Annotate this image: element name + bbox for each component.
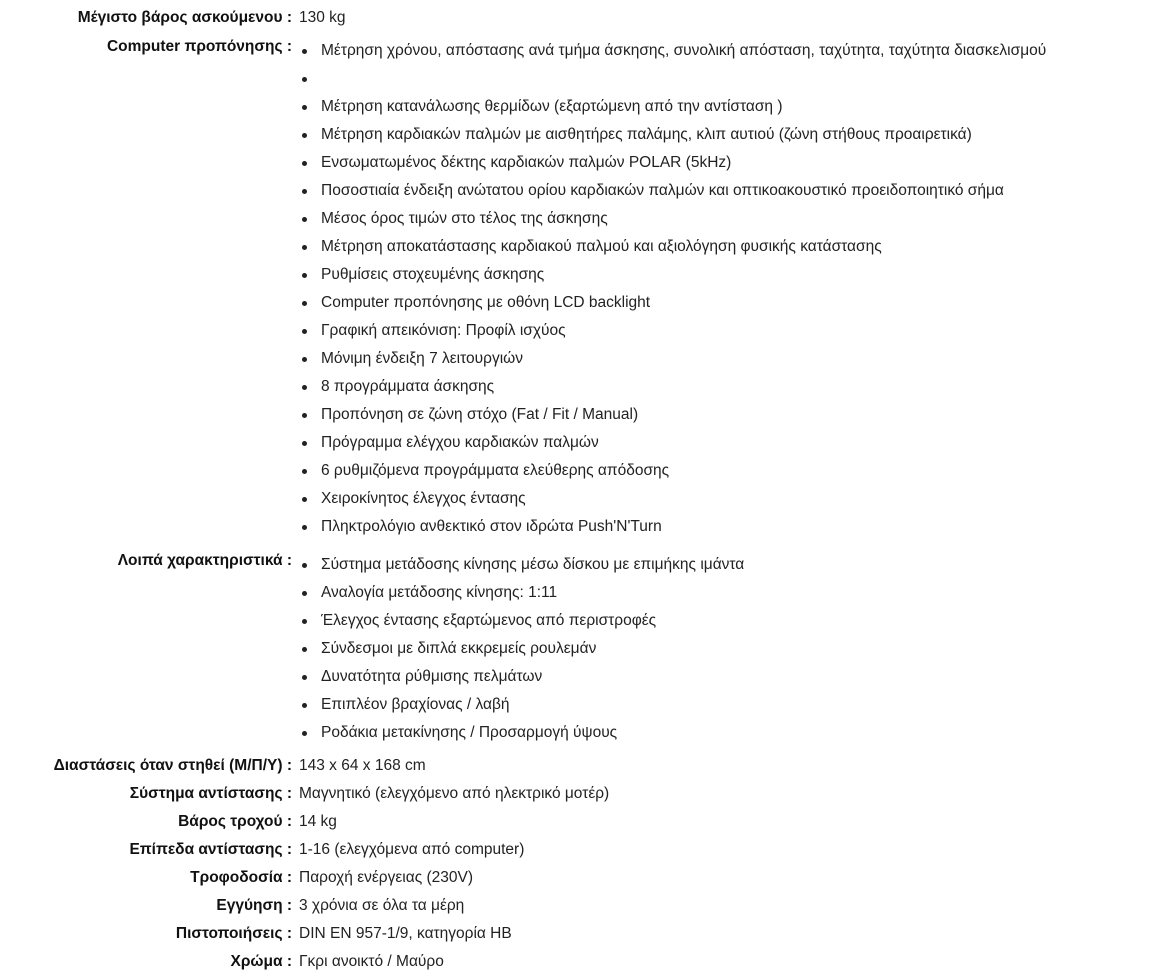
- list-item: Αναλογία μετάδοσης κίνησης: 1:11: [299, 579, 744, 607]
- spec-label: Βάρος τροχού :: [178, 813, 292, 830]
- list-item: 6 ρυθμιζόμενα προγράμματα ελεύθερης απόδοσης: [299, 457, 1046, 485]
- spec-value: Παροχή ενέργειας (230V): [299, 869, 473, 886]
- list-item: Μέτρηση καρδιακών παλμών με αισθητήρες παλάμης, κλιπ αυτιού (ζώνη στήθους προαιρετικά): [299, 121, 1046, 149]
- spec-label: Σύστημα αντίστασης :: [129, 785, 292, 802]
- spec-value: 3 χρόνια σε όλα τα μέρη: [299, 897, 465, 914]
- list-item: Γραφική απεικόνιση: Προφίλ ισχύος: [299, 317, 1046, 345]
- list-item: [299, 65, 1046, 93]
- spec-label: Εγγύηση :: [216, 897, 292, 914]
- list-item: Ενσωματωμένος δέκτης καρδιακών παλμών POLAR (5kHz): [299, 149, 1046, 177]
- list-item: Μέτρηση αποκατάστασης καρδιακού παλμού και αξιολόγηση φυσικής κατάστασης: [299, 233, 1046, 261]
- spec-label: Πιστοποιήσεις :: [175, 925, 292, 942]
- list-item: Δυνατότητα ρύθμισης πελμάτων: [299, 663, 744, 691]
- list-item: Πρόγραμμα ελέγχου καρδιακών παλμών: [299, 429, 1046, 457]
- spec-label: Λοιπά χαρακτηριστικά :: [117, 552, 292, 569]
- other-feature-list: [299, 551, 744, 747]
- list-item: Μέτρηση κατανάλωσης θερμίδων (εξαρτώμενη από την αντίσταση ): [299, 93, 1046, 121]
- spec-label: Computer προπόνησης :: [106, 38, 292, 55]
- list-item: Χειροκίνητος έλεγχος έντασης: [299, 485, 1046, 513]
- spec-label: Διαστάσεις όταν στηθεί (Μ/Π/Υ) :: [53, 757, 292, 774]
- spec-value: 143 x 64 x 168 cm: [299, 757, 426, 774]
- list-item: Μέτρηση χρόνου, απόστασης ανά τμήμα άσκησης, συνολική απόσταση, ταχύτητα, ταχύτητα διασκελισμού: [299, 37, 1046, 65]
- spec-label: Τροφοδοσία :: [190, 869, 292, 886]
- spec-value: DIN EN 957-1/9, κατηγορία HB: [299, 925, 512, 942]
- list-item: Πληκτρολόγιο ανθεκτικό στον ιδρώτα Push'N'Turn: [299, 513, 1046, 541]
- computer-feature-list: [299, 37, 1046, 541]
- list-item: Σύστημα μετάδοσης κίνησης μέσω δίσκου με επιμήκης ιμάντα: [299, 551, 744, 579]
- list-item: Προπόνηση σε ζώνη στόχο (Fat / Fit / Manual): [299, 401, 1046, 429]
- list-item: Έλεγχος έντασης εξαρτώμενος από περιστροφές: [299, 607, 744, 635]
- spec-label: Μέγιστο βάρος ασκούμενου :: [77, 9, 292, 26]
- list-item: Μέσος όρος τιμών στο τέλος της άσκησης: [299, 205, 1046, 233]
- list-item: 8 προγράμματα άσκησης: [299, 373, 1046, 401]
- list-item: Ποσοστιαία ένδειξη ανώτατου ορίου καρδιακών παλμών και οπτικοακουστικό προειδοποιητικό σήμα: [299, 177, 1046, 205]
- spec-value: 130 kg: [299, 9, 346, 26]
- list-item: Ροδάκια μετακίνησης / Προσαρμογή ύψους: [299, 719, 744, 747]
- spec-value: 1-16 (ελεγχόμενα από computer): [299, 841, 525, 858]
- list-item: Ρυθμίσεις στοχευμένης άσκησης: [299, 261, 1046, 289]
- spec-value: 14 kg: [299, 813, 337, 830]
- list-item: Επιπλέον βραχίονας / λαβή: [299, 691, 744, 719]
- spec-value: Γκρι ανοικτό / Μαύρο: [299, 953, 444, 970]
- spec-label: Χρώμα :: [230, 953, 292, 970]
- spec-value: Μαγνητικό (ελεγχόμενο από ηλεκτρικό μοτέρ): [299, 785, 610, 802]
- list-item: Μόνιμη ένδειξη 7 λειτουργιών: [299, 345, 1046, 373]
- list-item: Σύνδεσμοι με διπλά εκκρεμείς ρουλεμάν: [299, 635, 744, 663]
- list-item: Computer προπόνησης με οθόνη LCD backlight: [299, 289, 1046, 317]
- spec-label: Επίπεδα αντίστασης :: [129, 841, 292, 858]
